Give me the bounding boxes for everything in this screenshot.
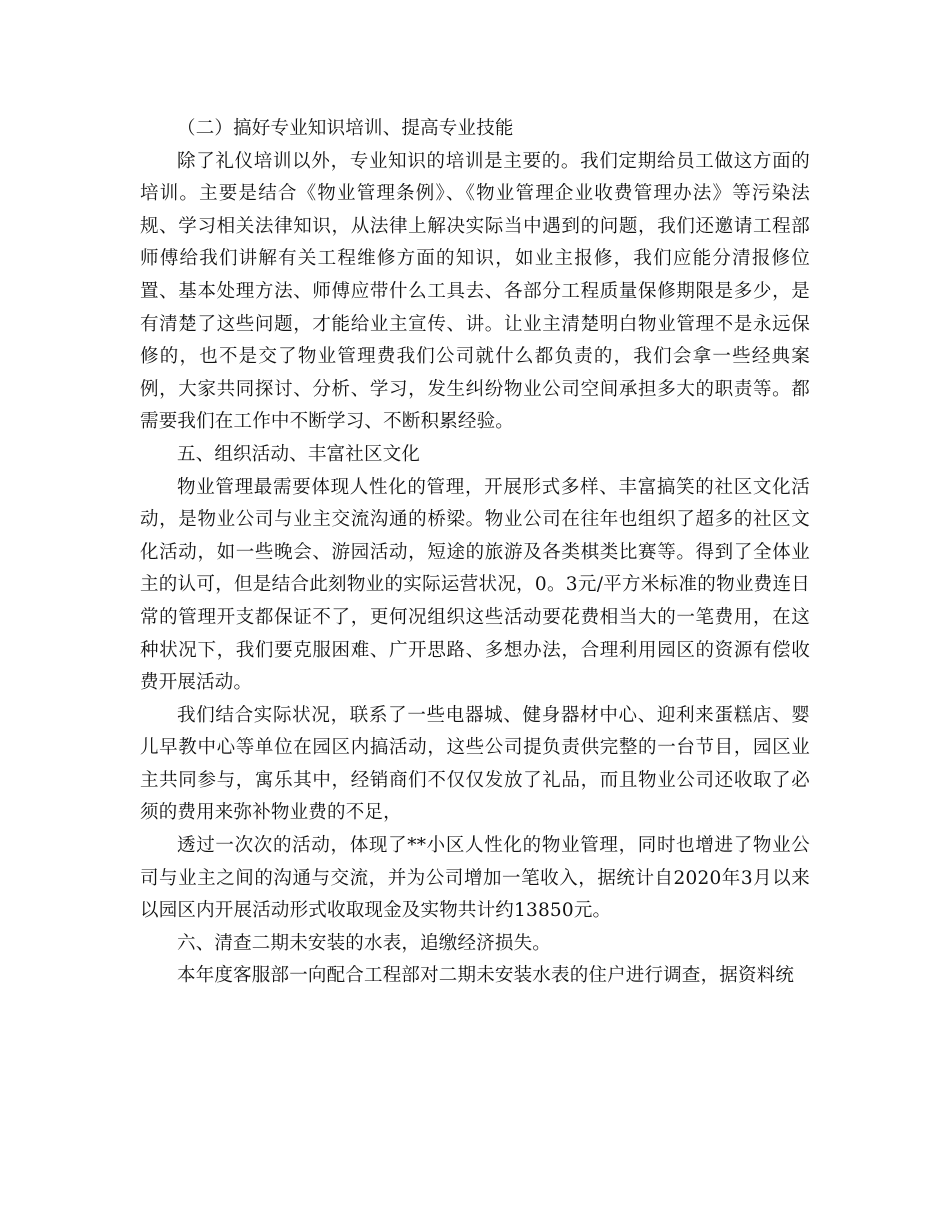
section-heading-training: （二）搞好专业知识培训、提高专业技能 (177, 118, 514, 139)
paragraph-training: 除了礼仪培训以外，专业知识的培训是主要的。我们定期给员工做这方面的培训。主要是结合《物业管理条例》、《物业管理企业收费管理办法》等污染法规、学习相关法律知识，从法律上解决实际当中遇到的问题，我们还邀请工程部师傅给我们讲解有关工程维修方面的知识，如业主报修，我们应能分清报修位置、基本处理方法、师傅应带什么工具去、各部分工程质量保修期限是多少，是有清楚了这些问题，才能给业主宣传、讲。让业主清楚明白物业管理不是永远保修的，也不是交了物业管理费我们公司就什么都负责的，我们会拿一些经典案例，大家共同探讨、分析、学习，发生纠纷物业公司空间承担多大的职责等。都需要我们在工作中不断学习、不断积累经验。 (140, 150, 810, 433)
paragraph-partners: 我们结合实际状况，联系了一些电器城、健身器材中心、迎利来蛋糕店、婴儿早教中心等单位在园区内搞活动，这些公司提负责供完整的一台节目，园区业主共同参与，寓乐其中，经销商们不仅仅发放了礼品，而且物业公司还收取了必须的费用来弥补物业费的不足， (140, 704, 810, 824)
section-heading-water-meters: 六、清查二期未安装的水表，追缴经济损失。 (177, 932, 552, 954)
section-heading-activities: 五、组织活动、丰富社区文化 (177, 443, 421, 465)
paragraph-water-meters: 本年度客服部一向配合工程部对二期未安装水表的住户进行调查，据资料统 (177, 965, 795, 987)
document-body (140, 113, 810, 993)
paragraph-activities: 物业管理最需要体现人性化的管理，开展形式多样、丰富搞笑的社区文化活动，是物业公司与业主交流沟通的桥梁。物业公司在往年也组织了超多的社区文化活动，如一些晚会、游园活动，短途的旅游及各类棋类比赛等。得到了全体业主的认可，但是结合此刻物业的实际运营状况，0。3元/平方米标准的物业费连日常的管理开支都保证不了，更何况组织这些活动要花费相当大的一笔费用，在这种状况下，我们要克服困难、广开思路、多想办法，合理利用园区的资源有偿收费开展活动。 (140, 476, 810, 694)
paragraph-income: 透过一次次的活动，体现了**小区人性化的物业管理，同时也增进了物业公司与业主之间的沟通与交流，并为公司增加一笔收入，据统计自2020年3月以来以园区内开展活动形式收取现金及实物共计约13850元。 (140, 835, 810, 922)
